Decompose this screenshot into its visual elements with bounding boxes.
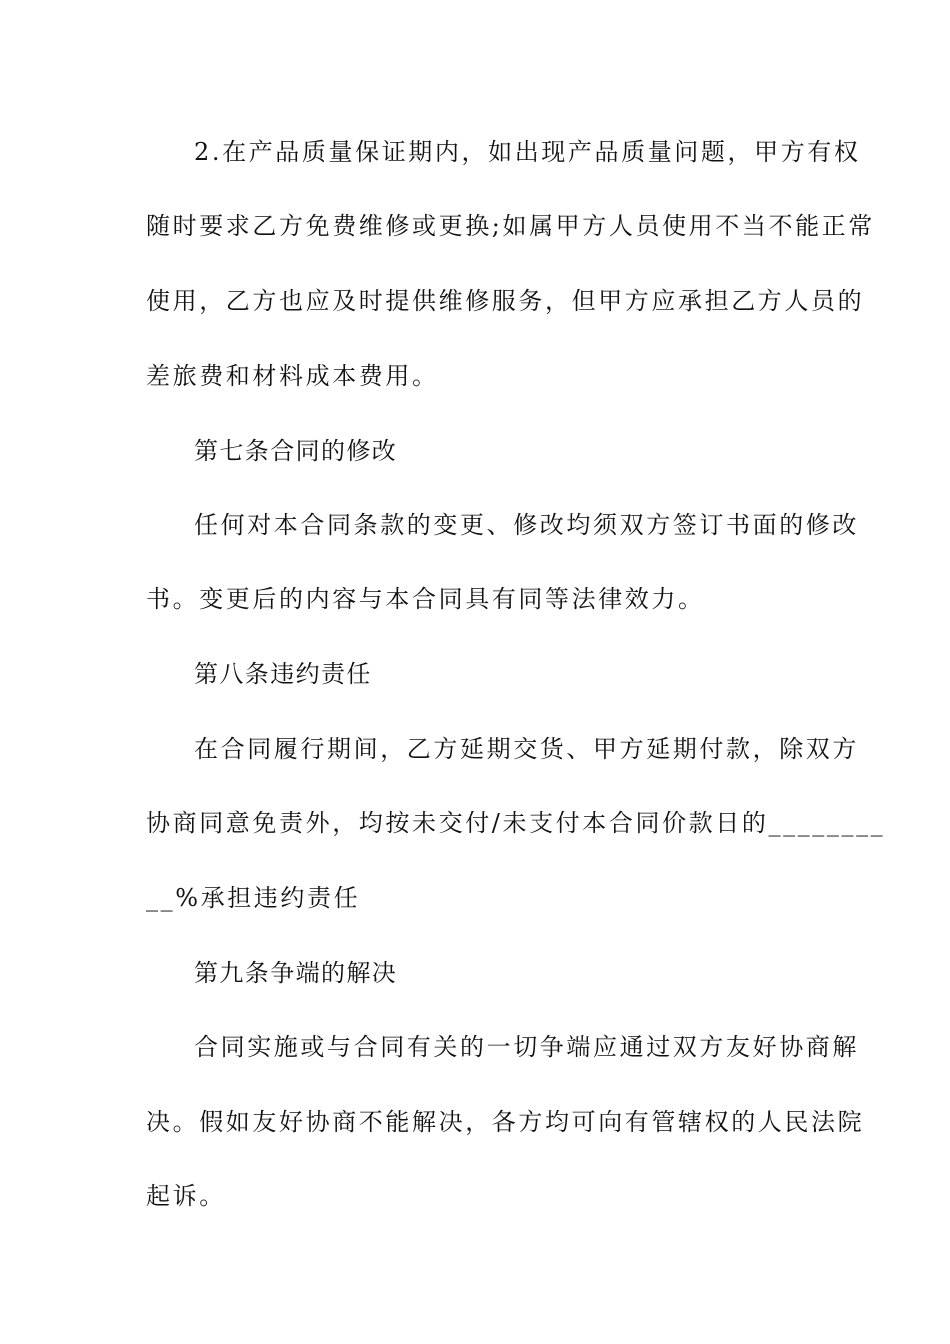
paragraph-line: 2.在产品质量保证期内，如出现产品质量问题，甲方有权 [194, 138, 861, 166]
section-heading: 第七条合同的修改 [194, 437, 398, 465]
paragraph-line: 差旅费和材料成本费用。 [146, 362, 439, 390]
section-heading: 第八条违约责任 [194, 660, 372, 688]
paragraph-line: __%承担违约责任 [146, 884, 361, 912]
paragraph-line: 合同实施或与合同有关的一切争端应通过双方友好协商解 [194, 1033, 859, 1061]
paragraph-line: 协商同意免责外，均按未交付/未支付本合同价款日的________ [146, 809, 886, 837]
paragraph-line: 起诉。 [146, 1182, 226, 1210]
paragraph-line: 书。变更后的内容与本合同具有同等法律效力。 [146, 585, 705, 613]
paragraph-line: 使用，乙方也应及时提供维修服务，但甲方应承担乙方人员的 [146, 287, 865, 315]
section-heading: 第九条争端的解决 [194, 959, 398, 987]
paragraph-line: 随时要求乙方免费维修或更换;如属甲方人员使用不当不能正常 [146, 212, 875, 240]
paragraph-line: 任何对本合同条款的变更、修改均须双方签订书面的修改 [194, 511, 859, 539]
paragraph-line: 决。假如友好协商不能解决，各方均可向有管辖权的人民法院 [146, 1108, 865, 1136]
paragraph-line: 在合同履行期间，乙方延期交货、甲方延期付款，除双方 [194, 735, 859, 763]
